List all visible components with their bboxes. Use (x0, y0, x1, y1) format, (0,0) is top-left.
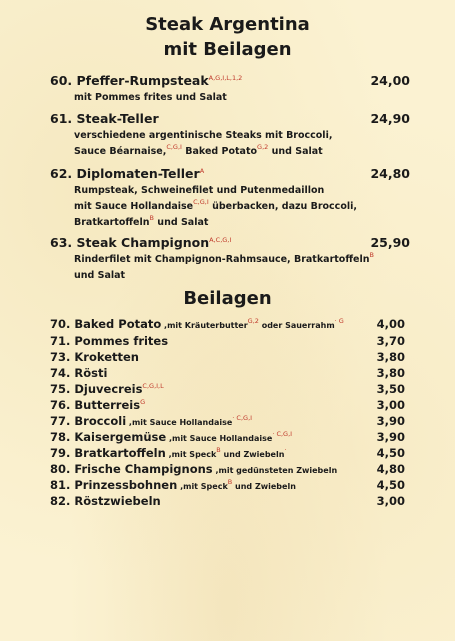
side-item: 70. Baked Potato ,mit Kräuterbutter$^{G,2}$ oder Sauerrahm$^{\cdot G}$ 4,00 (50, 317, 405, 331)
side-price: 3,80 (376, 350, 405, 364)
dish-description: mit Sauce Hollandaise$^{C,G,I}$ überbacken, dazu Broccoli, (74, 198, 357, 212)
side-item: 78. Kaisergemüse ,mit Sauce Hollandaise$^{\cdot C,G,I}$ 3,90 (50, 430, 405, 444)
side-price: 3,70 (376, 334, 405, 348)
dish-description: Rinderfilet mit Champignon-Rahmsauce, Bratkartoffeln$^B$ (74, 251, 374, 265)
side-price: 3,80 (376, 366, 405, 380)
side-price: 3,00 (376, 398, 405, 412)
side-item: 73. Kroketten 3,80 (50, 350, 405, 364)
sides-heading: Beilagen (183, 288, 272, 309)
page-title: Steak Argentina (145, 14, 310, 35)
side-price: 4,80 (376, 462, 405, 476)
allergen-codes: A,G,I,L,1,2 (208, 74, 243, 82)
dish-description: und Salat (74, 270, 126, 281)
side-price: 4,50 (376, 446, 405, 460)
dish-description: verschiedene argentinische Steaks mit Broccoli, (74, 130, 333, 141)
side-item: 80. Frische Champignons ,mit gedünsteten Zwiebeln 4,80 (50, 462, 405, 476)
side-item: 71. Pommes frites 3,70 (50, 334, 405, 348)
dish-name: 62. Diplomaten-Teller (50, 166, 200, 181)
side-item: 76. Butterreis$^G$ 3,00 (50, 398, 405, 412)
side-price: 3,00 (376, 494, 405, 508)
dish-price: 25,90 (370, 235, 410, 250)
side-item: 74. Rösti 3,80 (50, 366, 405, 380)
dish-price: 24,80 (370, 166, 410, 181)
side-item: 77. Broccoli ,mit Sauce Hollandaise$^{\cdot C,G,I}$ 3,90 (50, 414, 405, 428)
side-item: 81. Prinzessbohnen ,mit Speck$^B$ und Zwiebeln 4,50 (50, 478, 405, 492)
side-price: 3,50 (376, 382, 405, 396)
dish-description: Rumpsteak, Schweinefilet und Putenmedaillon (74, 185, 325, 196)
allergen-codes: A (199, 167, 205, 175)
dish-price: 24,90 (370, 111, 410, 126)
dish-60 (50, 72, 410, 106)
side-price: 4,50 (376, 478, 405, 492)
dish-description: mit Pommes frites und Salat (74, 92, 227, 103)
allergen-codes: A,C,G,I (209, 236, 232, 244)
dish-description: Sauce Béarnaise,$^{C,G,I}$ Baked Potato$^{G,2}$ und Salat (74, 143, 323, 157)
dish-name: 60. Pfeffer-Rumpsteak (50, 73, 209, 88)
side-item: 82. Röstzwiebeln 3,00 (50, 494, 405, 508)
dish-63 (50, 234, 410, 284)
dish-61 (50, 110, 410, 160)
side-item: 79. Bratkartoffeln ,mit Speck$^B$ und Zwiebeln· 4,50 (50, 446, 405, 460)
dish-name: 63. Steak Champignon (50, 235, 210, 250)
dish-name: 61. Steak-Teller (50, 111, 159, 126)
dish-62 (50, 165, 410, 231)
dish-description: Bratkartoffeln$^B$ und Salat (74, 214, 209, 228)
dish-price: 24,00 (370, 73, 410, 88)
page-subtitle: mit Beilagen (163, 39, 292, 60)
side-price: 3,90 (376, 430, 405, 444)
side-item: 75. Djuvecreis$^{C,G,I,L}$ 3,50 (50, 382, 405, 396)
side-price: 3,90 (376, 414, 405, 428)
side-price: 4,00 (376, 317, 405, 331)
